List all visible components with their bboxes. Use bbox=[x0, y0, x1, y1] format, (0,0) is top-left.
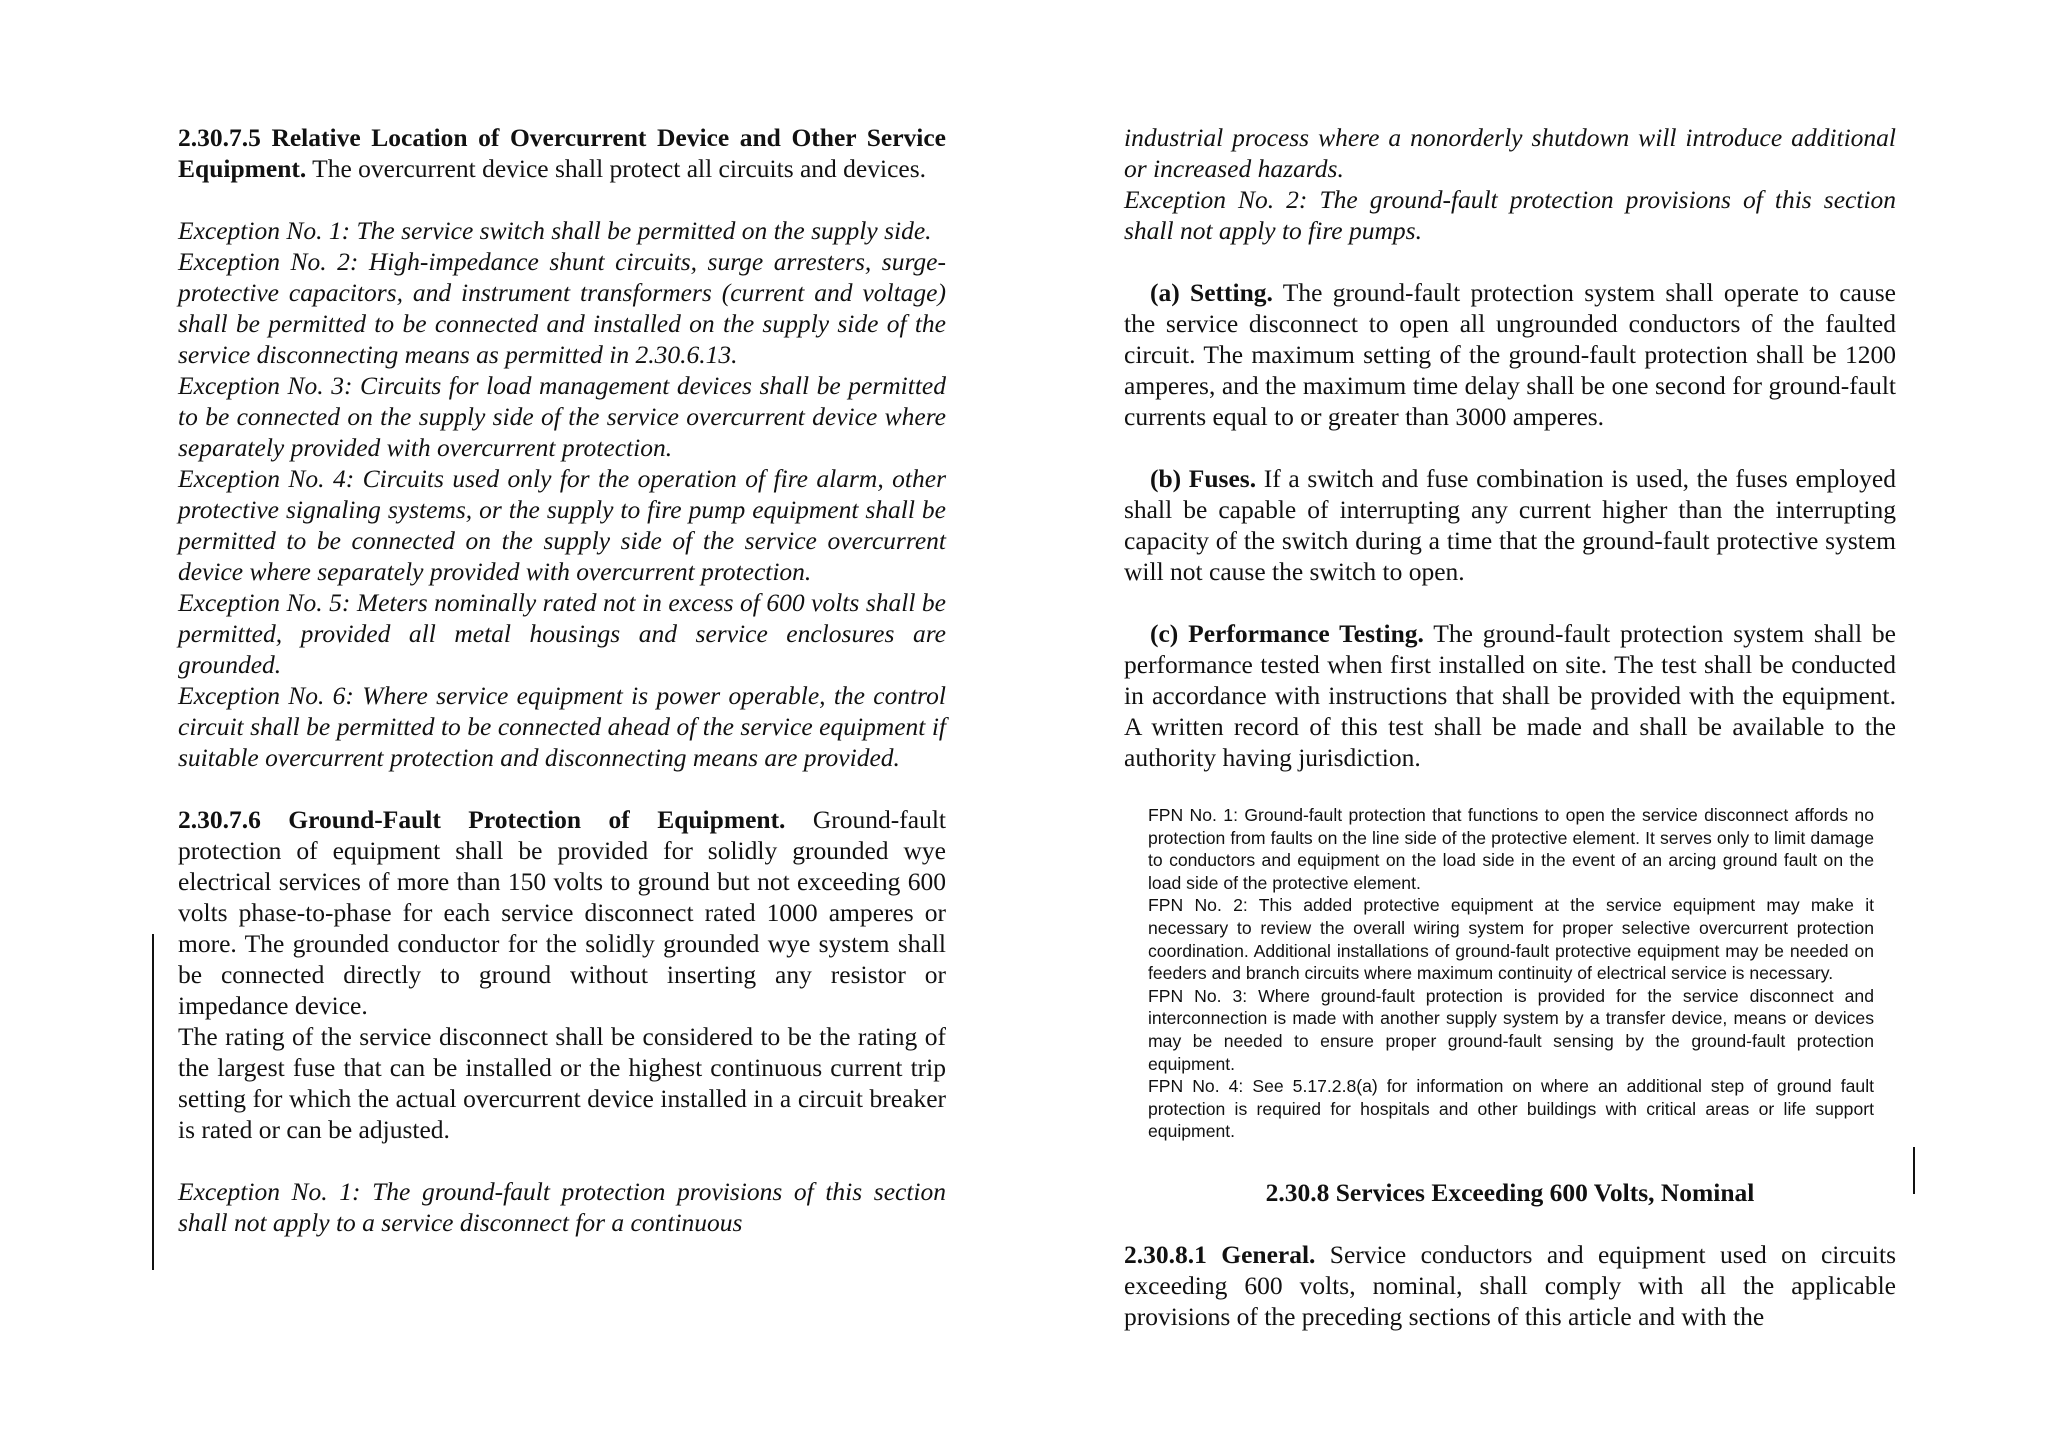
subsection-setting-label: (a) Setting. bbox=[1150, 278, 1273, 307]
exception-7-5-5: Exception No. 5: Meters nominally rated not in excess of 600 volts shall be permitted, provided all metal housings and service enclosures are grounded. bbox=[178, 588, 946, 679]
right-column bbox=[1124, 122, 1896, 1332]
fpn-notes bbox=[1148, 804, 1874, 1143]
section-2-30-7-6 bbox=[178, 804, 946, 1021]
subsection-setting bbox=[1124, 277, 1896, 432]
subsection-fuses bbox=[1124, 463, 1896, 587]
fpn-4: FPN No. 4: See 5.17.2.8(a) for information on where an additional step of ground fault protection is required for hospitals and other buildings with critical areas or life support equipment. bbox=[1148, 1076, 1874, 1142]
section-2-30-7-6-rating: The rating of the service disconnect shall be considered to be the rating of the largest fuse that can be installed or the highest continuous current trip setting for which the actual overcurrent device installed in a circuit breaker is rated or can be adjusted. bbox=[178, 1022, 946, 1144]
section-heading-2-30-8-1: 2.30.8.1 General. bbox=[1124, 1239, 1316, 1269]
exception-7-5-1: Exception No. 1: The service switch shall be permitted on the supply side. bbox=[178, 216, 932, 245]
subsection-performance-testing bbox=[1124, 618, 1896, 773]
section-2-30-8-1 bbox=[1124, 1239, 1896, 1332]
section-title-2-30-8: 2.30.8 Services Exceeding 600 Volts, Nominal bbox=[1265, 1177, 1755, 1207]
section-heading-2-30-7-6: 2.30.7.6 Ground-Fault Protection of Equipment. bbox=[178, 805, 786, 834]
section-body-2-30-7-5: The overcurrent device shall protect all circuits and devices. bbox=[306, 154, 927, 183]
section-body-2-30-8-1: Service conductors and equipment used on circuits exceeding 600 volts, nominal, shall comply with all the applicable provisions of the preceding sections of this article and with the bbox=[1124, 1239, 1897, 1331]
subsection-performance-label: (c) Performance Testing. bbox=[1150, 619, 1424, 648]
exception-continuation: industrial process where a nonorderly shutdown will introduce additional or increased hazards. bbox=[1124, 123, 1896, 183]
subsection-fuses-label: (b) Fuses. bbox=[1150, 464, 1257, 493]
exception-7-6-1: Exception No. 1: The ground-fault protection provisions of this section shall not apply to a service disconnect for a continuous bbox=[178, 1177, 946, 1237]
exception-7-5-2: Exception No. 2: High-impedance shunt circuits, surge arresters, surge-protective capacitors, and instrument transformers (current and voltage) shall be permitted to be connected and installed on the supply side of the service disconnecting means as permitted in 2.30.6.13. bbox=[178, 247, 946, 369]
section-body-2-30-7-6: Ground-fault protection of equipment shall be provided for solidly grounded wye electrical services of more than 150 volts to ground but not exceeding 600 volts phase-to-phase for each service disconnect rated 1000 amperes or more. The grounded conductor for the solidly grounded wye system shall be connected directly to ground without inserting any resistor or impedance device. bbox=[178, 805, 946, 1020]
exception-7-6-2: Exception No. 2: The ground-fault protection provisions of this section shall not apply to fire pumps. bbox=[1124, 185, 1896, 245]
left-column bbox=[178, 122, 946, 1238]
subsection-performance-body: The ground-fault protection system shall be performance tested when first installed on site. The test shall be conducted in accordance with instructions that shall be provided with the equipment. A written record of this test shall be made and shall be available to the authority having jurisdiction. bbox=[1124, 619, 1896, 772]
fpn-1: FPN No. 1: Ground-fault protection that functions to open the service disconnect affords no protection from faults on the line side of the protective element. It serves only to limit damage to conductors and equipment on the load side in the event of an arcing ground fault on the load side of the protective element. bbox=[1148, 805, 1874, 893]
fpn-3: FPN No. 3: Where ground-fault protection is provided for the service disconnect and interconnection is made with another supply system by a transfer device, means or devices may be needed to ensure proper ground-fault sensing by the ground-fault protection equipment. bbox=[1148, 985, 1874, 1074]
exception-7-5-6: Exception No. 6: Where service equipment is power operable, the control circuit shall be permitted to be connected ahead of the service equipment if suitable overcurrent protection and disconnecting means are provided. bbox=[178, 681, 946, 772]
exception-7-5-4: Exception No. 4: Circuits used only for the operation of fire alarm, other protective signaling systems, or the supply to fire pump equipment shall be permitted to be connected on the supply side of the service overcurrent device where separately provided with overcurrent protection. bbox=[178, 464, 946, 586]
fpn-2: FPN No. 2: This added protective equipment at the service equipment may make it necessary to review the overall wiring system for proper selective overcurrent protection coordination. Additional installations of ground-fault protective equipment may be needed on feeders and branch circuits where maximum continuity of electrical service is necessary. bbox=[1148, 895, 1874, 984]
exception-7-5-3: Exception No. 3: Circuits for load management devices shall be permitted to be connected on the supply side of the service overcurrent device where separately provided with overcurrent protection. bbox=[178, 371, 946, 462]
subsection-fuses-body: If a switch and fuse combination is used, the fuses employed shall be capable of interrupting any current higher than the interrupting capacity of the switch during a time that the ground-fault protective system will not cause the switch to open. bbox=[1124, 464, 1896, 586]
change-bar-left bbox=[152, 934, 154, 1270]
subsection-setting-body: The ground-fault protection system shall operate to cause the service disconnect to open all ungrounded conductors of the faulted circuit. The maximum setting of the ground-fault protection shall be 1200 amperes, and the maximum time delay shall be one second for ground-fault currents equal to or greater than 3000 amperes. bbox=[1124, 278, 1896, 431]
change-bar-right bbox=[1913, 1147, 1915, 1194]
section-heading-2-30-7-5: 2.30.7.5 Relative Location of Overcurrent Device and Other Service Equipment. bbox=[178, 123, 946, 183]
section-2-30-7-5 bbox=[178, 122, 946, 184]
